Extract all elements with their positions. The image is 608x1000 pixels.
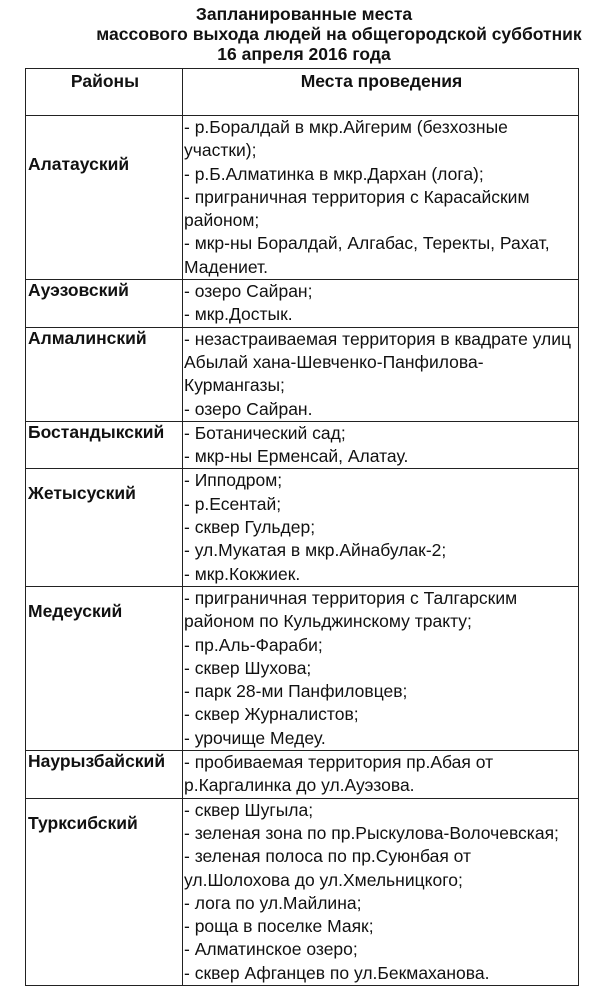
table-row xyxy=(26,798,579,985)
places-cell xyxy=(183,327,579,421)
place-item: - Алматинское озеро; xyxy=(184,939,358,960)
place-item: - сквер Афганцев по ул.Бекмаханова. xyxy=(184,962,490,983)
title-line-3: 16 апреля 2016 года xyxy=(217,44,391,64)
place-item: - мкр-ны Боралдай, Алгабас, Теректы, Рахат, Мадениет. xyxy=(184,233,550,277)
places-cell xyxy=(183,421,579,469)
table-row xyxy=(26,116,579,280)
document-title xyxy=(0,4,608,64)
place-item: - сквер Журналистов; xyxy=(184,704,359,725)
place-item: - мкр.Достык. xyxy=(184,304,293,325)
place-item: - приграничная территория с Талгарским районом по Кульджинскому тракту; xyxy=(184,587,518,632)
place-item: - приграничная территория с Карасайским районом; xyxy=(184,186,530,231)
place-item: - незастраиваемая территория в квадрате улиц Абылай хана-Шевченко-Панфилова-Курмангазы; xyxy=(184,328,572,396)
table-row xyxy=(26,421,579,469)
place-item: - лога по ул.Майлина; xyxy=(184,892,362,913)
district-name: Алмалинский xyxy=(26,327,183,421)
place-item: - зеленая полоса по пр.Суюнбая от ул.Шолохова до ул.Хмельницкого; xyxy=(184,846,472,890)
table-row xyxy=(26,469,579,586)
table-row xyxy=(26,327,579,421)
table-row xyxy=(26,751,579,799)
place-item: - сквер Гульдер; xyxy=(184,517,316,538)
header-places: Места проведения xyxy=(183,69,579,116)
table-row xyxy=(26,586,579,750)
district-name: Наурызбайский xyxy=(26,751,183,799)
title-line-2: массового выхода людей на общегородской субботник xyxy=(96,24,582,44)
place-item: - зеленая зона по пр.Рыскулова-Волочевская; xyxy=(184,822,559,843)
district-name: Турксибский xyxy=(26,798,183,985)
place-item: - озеро Сайран; xyxy=(184,281,313,302)
place-item: - пробиваемая территория пр.Абая от р.Каргалинка до ул.Ауэзова. xyxy=(184,752,494,796)
place-item: - ул.Мукатая в мкр.Айнабулак-2; xyxy=(184,540,447,561)
place-item: - р.Боралдай в мкр.Айгерим (безхозные участки); xyxy=(184,117,508,161)
places-cell xyxy=(183,280,579,328)
header-districts: Районы xyxy=(26,69,183,116)
places-cell xyxy=(183,469,579,586)
place-item: - пр.Аль-Фараби; xyxy=(184,634,323,655)
places-cell xyxy=(183,751,579,799)
places-cell xyxy=(183,586,579,750)
place-item: - роща в поселке Маяк; xyxy=(184,916,374,937)
district-name: Ауэзовский xyxy=(26,280,183,328)
places-cell xyxy=(183,116,579,280)
table-header-row xyxy=(26,69,579,116)
district-name: Медеуский xyxy=(26,586,183,750)
place-item: - р.Есентай; xyxy=(184,493,282,514)
place-item: - мкр-ны Ерменсай, Алатау. xyxy=(184,446,409,467)
place-item: - Ботанический сад; xyxy=(184,422,346,443)
places-cell xyxy=(183,798,579,985)
place-item: - мкр.Кокжиек. xyxy=(184,563,301,584)
place-item: - озеро Сайран. xyxy=(184,398,313,419)
district-name: Алатауский xyxy=(26,116,183,280)
title-line-1: Запланированные места xyxy=(195,4,413,24)
table-row xyxy=(26,280,579,328)
place-item: - сквер Шухова; xyxy=(184,657,312,678)
place-item: - урочище Медеу. xyxy=(184,727,326,748)
district-name: Жетысуский xyxy=(26,469,183,586)
place-item: - Ипподром; xyxy=(184,470,283,491)
district-name: Бостандыкский xyxy=(26,421,183,469)
places-table xyxy=(25,68,579,986)
place-item: - сквер Шугыла; xyxy=(184,799,314,820)
place-item: - р.Б.Алматинка в мкр.Дархан (лога); xyxy=(184,163,484,184)
place-item: - парк 28-ми Панфиловцев; xyxy=(184,681,408,702)
